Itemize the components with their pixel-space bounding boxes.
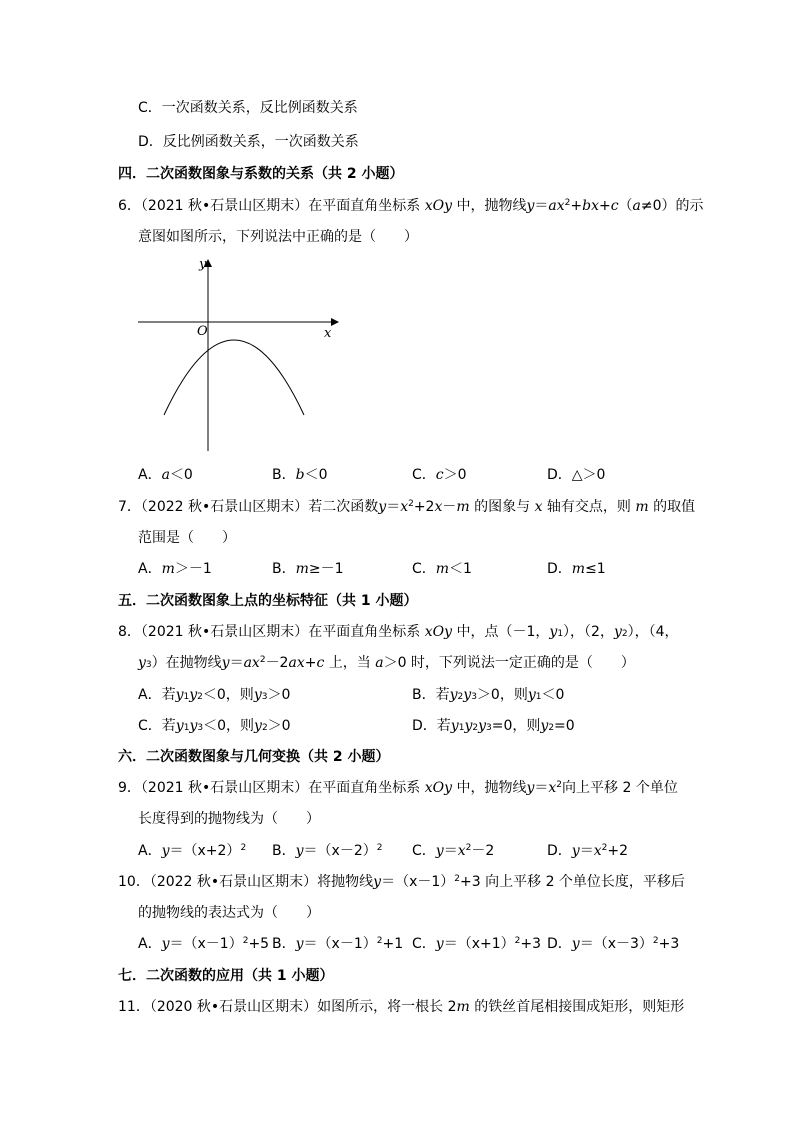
q9-option-d: D．$y=x^2+2$ bbox=[547, 843, 628, 859]
question-8-line-1: 8．（2021 秋•石景山区期末）在平面直角坐标系 xOy 中，点（－1，$y_1$），（2，$y_2$），（4， bbox=[118, 624, 679, 640]
q6-option-b: B．b＜0 bbox=[272, 467, 328, 483]
question-10-line-2: 的抛物线的表达式为（ ） bbox=[138, 905, 320, 921]
q6-option-a: A．a＜0 bbox=[138, 467, 193, 483]
q7-option-c: C．m＜1 bbox=[412, 561, 472, 577]
question-7-line-1: 7．（2022 秋•石景山区期末）若二次函数$y=x^2+2x-m$ 的图象与 x 轴有交点，则 m 的取值 bbox=[118, 499, 696, 515]
q9-option-a: A．$y=(x+2)^2$ bbox=[138, 843, 247, 859]
q7-option-a: A．m＞－1 bbox=[138, 561, 212, 577]
section-heading-4: 四．二次函数图象与系数的关系（共 2 小题） bbox=[118, 166, 404, 182]
question-10-line-1: 10．（2022 秋•石景山区期末）将抛物线$y=(x-1)^2+3$ 向上平移 2 个单位长度，平移后 bbox=[118, 874, 685, 890]
q8-option-b: B．若$y_2y_3>0$，则$y_1<0$ bbox=[412, 687, 565, 703]
section-heading-6: 六．二次函数图象与几何变换（共 2 小题） bbox=[118, 749, 390, 765]
q6-option-c: C．c＞0 bbox=[412, 467, 467, 483]
x-axis-label: x bbox=[324, 326, 332, 341]
q10-option-b: B．$y=(x-1)^2+1$ bbox=[272, 936, 404, 952]
q9-option-c: C．$y=x^2-2$ bbox=[412, 843, 495, 859]
q5-option-d: D．反比例函数关系，一次函数关系 bbox=[138, 134, 359, 150]
q10-option-a: A．$y=(x-1)^2+5$ bbox=[138, 936, 270, 952]
q6-option-d: D．△＞0 bbox=[547, 467, 606, 483]
q10-option-d: D．$y=(x-3)^2+3$ bbox=[547, 936, 680, 952]
question-8-line-2: $y_3$）在抛物线$y=ax^2-2ax+c$ 上，当 a＞0 时，下列说法一定正确的是（ ） bbox=[138, 655, 635, 671]
q9-option-b: B．$y=(x-2)^2$ bbox=[272, 843, 383, 859]
parabola-figure bbox=[132, 255, 346, 455]
q7-option-b: B．m≥－1 bbox=[272, 561, 344, 577]
section-heading-5: 五．二次函数图象上点的坐标特征（共 1 小题） bbox=[118, 593, 418, 609]
question-11-line-1: 11．（2020 秋•石景山区期末）如图所示，将一根长 2m 的铁丝首尾相接围成矩形，则矩形 bbox=[118, 999, 685, 1015]
question-9-line-2: 长度得到的抛物线为（ ） bbox=[138, 811, 320, 827]
q8-option-d: D．若$y_1y_2y_3=0$，则$y_2=0$ bbox=[412, 718, 575, 734]
origin-label: O bbox=[197, 324, 208, 339]
question-9-line-1: 9．（2021 秋•石景山区期末）在平面直角坐标系 xOy 中，抛物线$y=x^2$向上平移 2 个单位 bbox=[118, 780, 678, 796]
q8-option-c: C．若$y_1y_3<0$，则$y_2>0$ bbox=[138, 718, 291, 734]
q5-option-c: C．一次函数关系，反比例函数关系 bbox=[138, 100, 358, 116]
question-6-line-1: 6．（2021 秋•石景山区期末）在平面直角坐标系 xOy 中，抛物线$y=ax^2+bx+c(a\ne 0)$的示 bbox=[118, 198, 704, 214]
y-axis-label: y bbox=[199, 257, 207, 272]
question-6-line-2: 意图如图所示，下列说法中正确的是（ ） bbox=[138, 229, 418, 245]
q7-option-d: D．m≤1 bbox=[547, 561, 606, 577]
q10-option-c: C．$y=(x+1)^2+3$ bbox=[412, 936, 542, 952]
q8-option-a: A．若$y_1y_2<0$，则$y_3>0$ bbox=[138, 687, 291, 703]
question-7-line-2: 范围是（ ） bbox=[138, 530, 236, 546]
section-heading-7: 七．二次函数的应用（共 1 小题） bbox=[118, 968, 334, 984]
parabola-curve bbox=[164, 340, 304, 415]
